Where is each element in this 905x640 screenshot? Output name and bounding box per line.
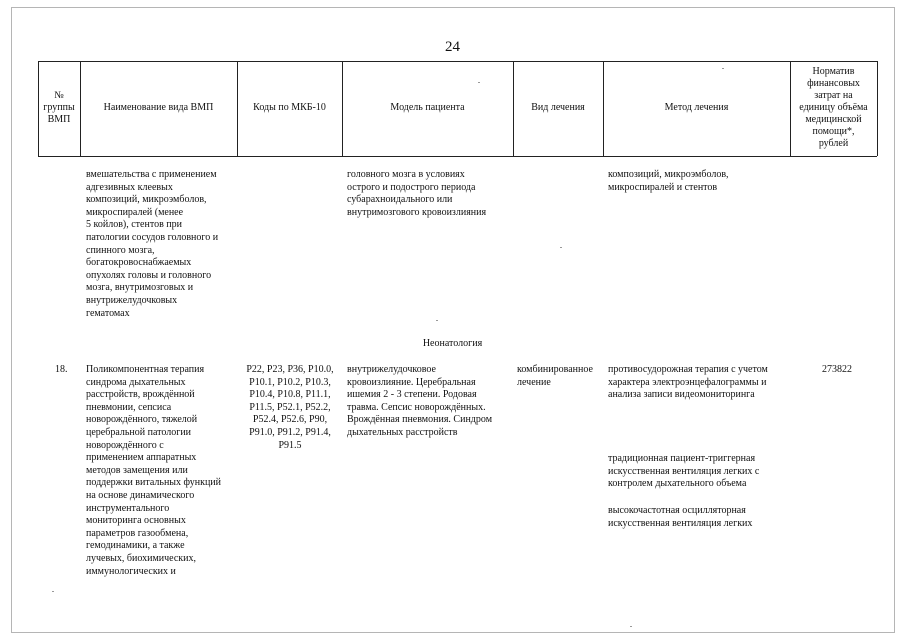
scan-speck: [630, 626, 632, 627]
header-icd-codes: Коды по МКБ-10: [253, 102, 326, 113]
scan-speck: [560, 247, 562, 248]
row-icd-codes: P22, P23, P36, P10.0, P10.1, P10.2, P10.3, P10.4, P10.8, P11.1, P11.5, P52.1, P52.2, P52.4, P52.6, P90, P91.0, P91.2, P91.4, P91.5: [246, 364, 334, 451]
row-vmp-name: Поликомпонентная терапия синдрома дыхательных расстройств, врождённой пневмонии, сепсиса новорождённого, тяжелой церебральной патологии новорождённого с применением аппаратных методов замещения или поддержки витальных функций на основе динамического инструментального мониторинга основных параметров газообмена, гемодинамики, а также лучевых, биохимических, иммунологических и: [86, 364, 222, 577]
row-cost-norm: 273822: [822, 364, 852, 375]
continued-treatment-method: композиций, микроэмболов, микроспиралей и стентов: [608, 169, 729, 193]
continued-patient-model: головного мозга в условиях острого и подострого периода субарахноидального или внутримозгового кровоизлияния: [347, 169, 487, 218]
row-method-anticonvulsant: противосудорожная терапия с учетом характера электроэнцефалограммы и анализа записи видеомониторинга: [608, 364, 768, 401]
section-title: Неонатология: [422, 338, 483, 349]
scan-speck: [436, 320, 438, 321]
continued-vmp-name: вмешательства с применением адгезивных клеевых композиций, микроэмболов, микроспиралей (менее 5 койлов), стентов при патологии сосудов головного и спинного мозга, богатокровоснабжаемых опухолях головы и головного мозга, внутримозговых и внутрижелудочковых гематомах: [86, 169, 219, 319]
scan-speck: [722, 68, 724, 69]
row-method-hf-oscillatory: высокочастотная осцилляторная искусственная вентиляция легких: [608, 505, 753, 529]
row-treatment-type: комбинированное лечение: [517, 364, 593, 388]
scan-speck: [478, 82, 480, 83]
scan-speck: [52, 591, 54, 592]
header-treatment-method: Метод лечения: [664, 102, 729, 113]
row-group-number: 18.: [55, 364, 68, 375]
row-patient-model: внутрижелудочковое кровоизлияние. Церебральная ишемия 2 - 3 степени. Родовая травма. Сепсис новорождённых. Врождённая пневмония. Синдром дыхательных расстройств: [347, 364, 493, 438]
header-patient-model: Модель пациента: [390, 102, 465, 113]
row-method-ventilation: традиционная пациент-триггерная искусственная вентиляция легких с контролем дыхательного объема: [608, 453, 760, 490]
header-group-number: № группы ВМП: [43, 90, 75, 125]
column-divider: [877, 61, 878, 156]
header-vmp-name: Наименование вида ВМП: [103, 102, 214, 113]
header-cost-norm: Норматив финансовых затрат на единицу объёма медицинской помощи*, рублей: [799, 66, 868, 149]
page-number: 24: [445, 39, 460, 55]
header-treatment-type: Вид лечения: [531, 102, 585, 113]
